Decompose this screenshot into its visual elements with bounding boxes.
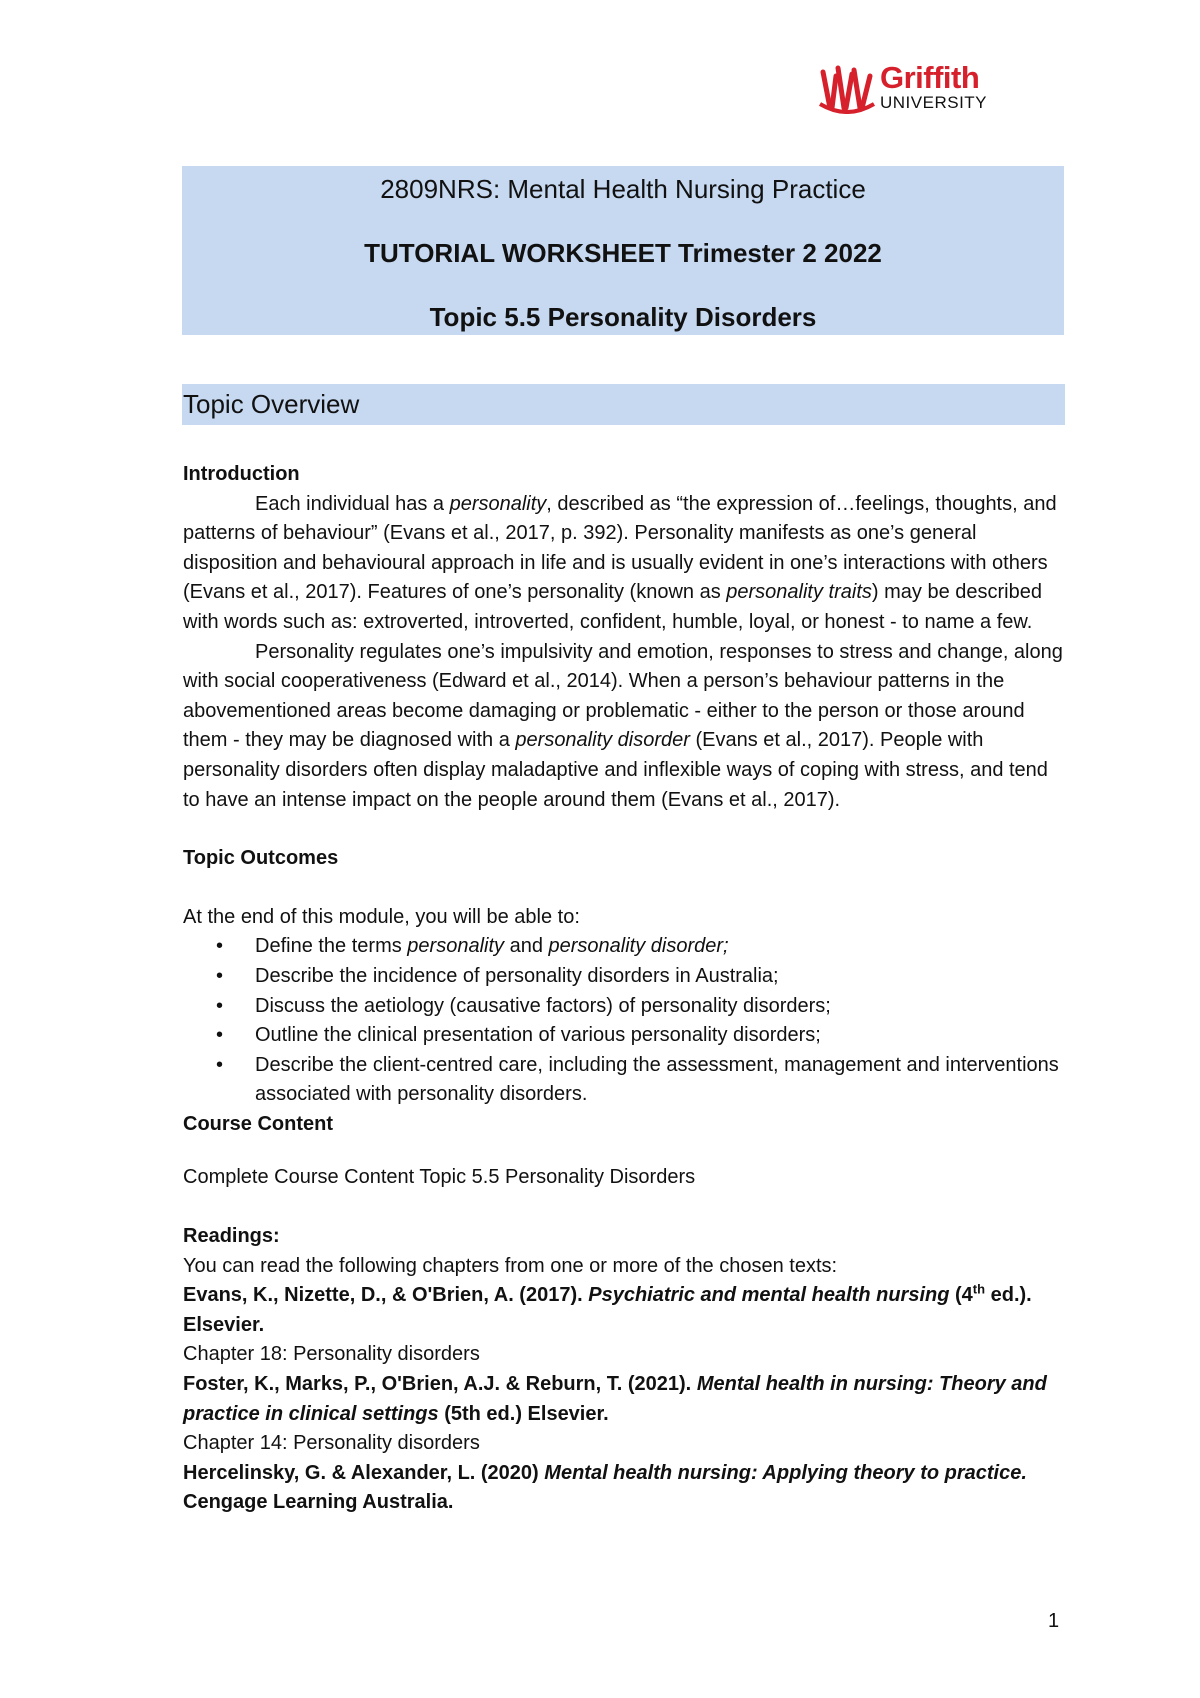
- introduction-heading: Introduction: [183, 463, 300, 485]
- worksheet-title: TUTORIAL WORKSHEET Trimester 2 2022: [364, 238, 882, 268]
- reference-foster-chapter: Chapter 14: Personality disorders: [183, 1432, 480, 1455]
- outcomes-list: [183, 932, 1063, 1110]
- topic-title: Topic 5.5 Personality Disorders: [429, 302, 817, 332]
- term-personality-disorder: personality disorder: [515, 729, 690, 752]
- bullet-icon: •: [216, 994, 224, 1017]
- reference-authors: Foster, K., Marks, P., O'Brien, A.J. & Reburn, T. (2021).: [183, 1373, 697, 1396]
- reference-title: Psychiatric and mental health nursing: [588, 1284, 950, 1307]
- griffith-emblem-icon: [818, 64, 876, 114]
- text-run: , described as “the expression of…feelings, thoughts, and patterns of behaviour” (Evans et al., 2017, p. 392). Personality manifests as one’s general disposition and behavioural approach in life and is usually evident in one’s interactions with others (Evans et al., 2017). Features of one’s personality (known as: [183, 492, 1057, 604]
- bullet-icon: •: [216, 1024, 224, 1047]
- outcomes-lead: At the end of this module, you will be able to:: [183, 905, 580, 928]
- course-title: 2809NRS: Mental Health Nursing Practice: [380, 174, 866, 204]
- introduction-paragraph-1: [183, 490, 1063, 638]
- griffith-logo: [818, 62, 1008, 122]
- term-personality: personality: [449, 492, 547, 515]
- reference-evans-chapter: Chapter 18: Personality disorders: [183, 1343, 480, 1366]
- text-run: ) may be described with words such as: extroverted, introverted, confident, humble, loyal, or honest - to name a few.: [183, 581, 1042, 633]
- text-run: and: [504, 935, 549, 958]
- document-body: [183, 460, 1063, 1518]
- superscript: th: [972, 1281, 986, 1297]
- text-run: Personality regulates one’s impulsivity and emotion, responses to stress and change, along with social cooperativeness (Edward et al., 2014). When a person’s behaviour patterns in the abovementioned areas become damaging or problematic - either to the person or those around them - they may be diagnosed with a: [183, 640, 1063, 752]
- bullet-icon: •: [216, 964, 224, 987]
- topic-outcomes-heading: Topic Outcomes: [183, 847, 339, 870]
- reference-authors: Hercelinsky, G. & Alexander, L. (2020): [183, 1461, 545, 1484]
- list-item: [183, 1051, 1063, 1110]
- list-item-text: Outline the clinical presentation of various personality disorders;: [255, 1024, 821, 1047]
- text-run: ed.). Elsevier.: [183, 1284, 1032, 1336]
- list-item-text: Discuss the aetiology (causative factors) of personality disorders;: [255, 994, 831, 1017]
- course-content-text: Complete Course Content Topic 5.5 Personality Disorders: [183, 1166, 696, 1189]
- list-item: [183, 992, 1063, 1022]
- list-item: [183, 932, 1063, 962]
- term-personality-traits: personality traits: [726, 581, 872, 604]
- text-run: (4: [949, 1284, 973, 1307]
- introduction-paragraph-2: [183, 638, 1063, 816]
- page-number: 1: [1048, 1610, 1060, 1632]
- reference-hercelinsky: [183, 1459, 1063, 1518]
- term-personality: personality: [407, 935, 505, 958]
- bullet-icon: •: [216, 935, 224, 958]
- bullet-icon: •: [216, 1053, 224, 1076]
- readings-lead: You can read the following chapters from one or more of the chosen texts:: [183, 1254, 838, 1277]
- reference-evans: [183, 1281, 1063, 1340]
- reference-title: Mental health in nursing: Theory and practice in clinical settings: [183, 1373, 1047, 1425]
- text-run: Define the terms: [255, 935, 408, 958]
- readings-heading: Readings:: [183, 1225, 280, 1248]
- reference-authors: Evans, K., Nizette, D., & O'Brien, A. (2017).: [183, 1284, 589, 1307]
- list-item: [183, 962, 1063, 992]
- list-item-text: Describe the client-centred care, including the assessment, management and interventions associated with personality disorders.: [255, 1053, 1059, 1106]
- list-item-text: Describe the incidence of personality disorders in Australia;: [255, 964, 779, 987]
- text-run: Each individual has a: [255, 492, 450, 515]
- reference-title: Mental health nursing: Applying theory to practice.: [544, 1461, 1027, 1484]
- topic-overview-heading: Topic Overview: [182, 384, 1065, 425]
- text-run: (5th ed.) Elsevier.: [438, 1402, 609, 1425]
- logo-subtitle: UNIVERSITY: [880, 93, 988, 112]
- title-banner: [182, 166, 1064, 335]
- course-content-heading: Course Content: [183, 1112, 333, 1135]
- text-run: (Evans et al., 2017). People with personality disorders often display maladaptive and inflexible ways of coping with stress, and tend to have an intense impact on the people around them (Evans et al., 2017).: [183, 729, 1048, 811]
- logo-name: Griffith: [880, 60, 980, 95]
- text-run: Cengage Learning Australia.: [183, 1491, 454, 1514]
- term-personality-disorder: personality disorder;: [548, 935, 729, 958]
- reference-foster: [183, 1370, 1063, 1429]
- list-item: [183, 1021, 1063, 1051]
